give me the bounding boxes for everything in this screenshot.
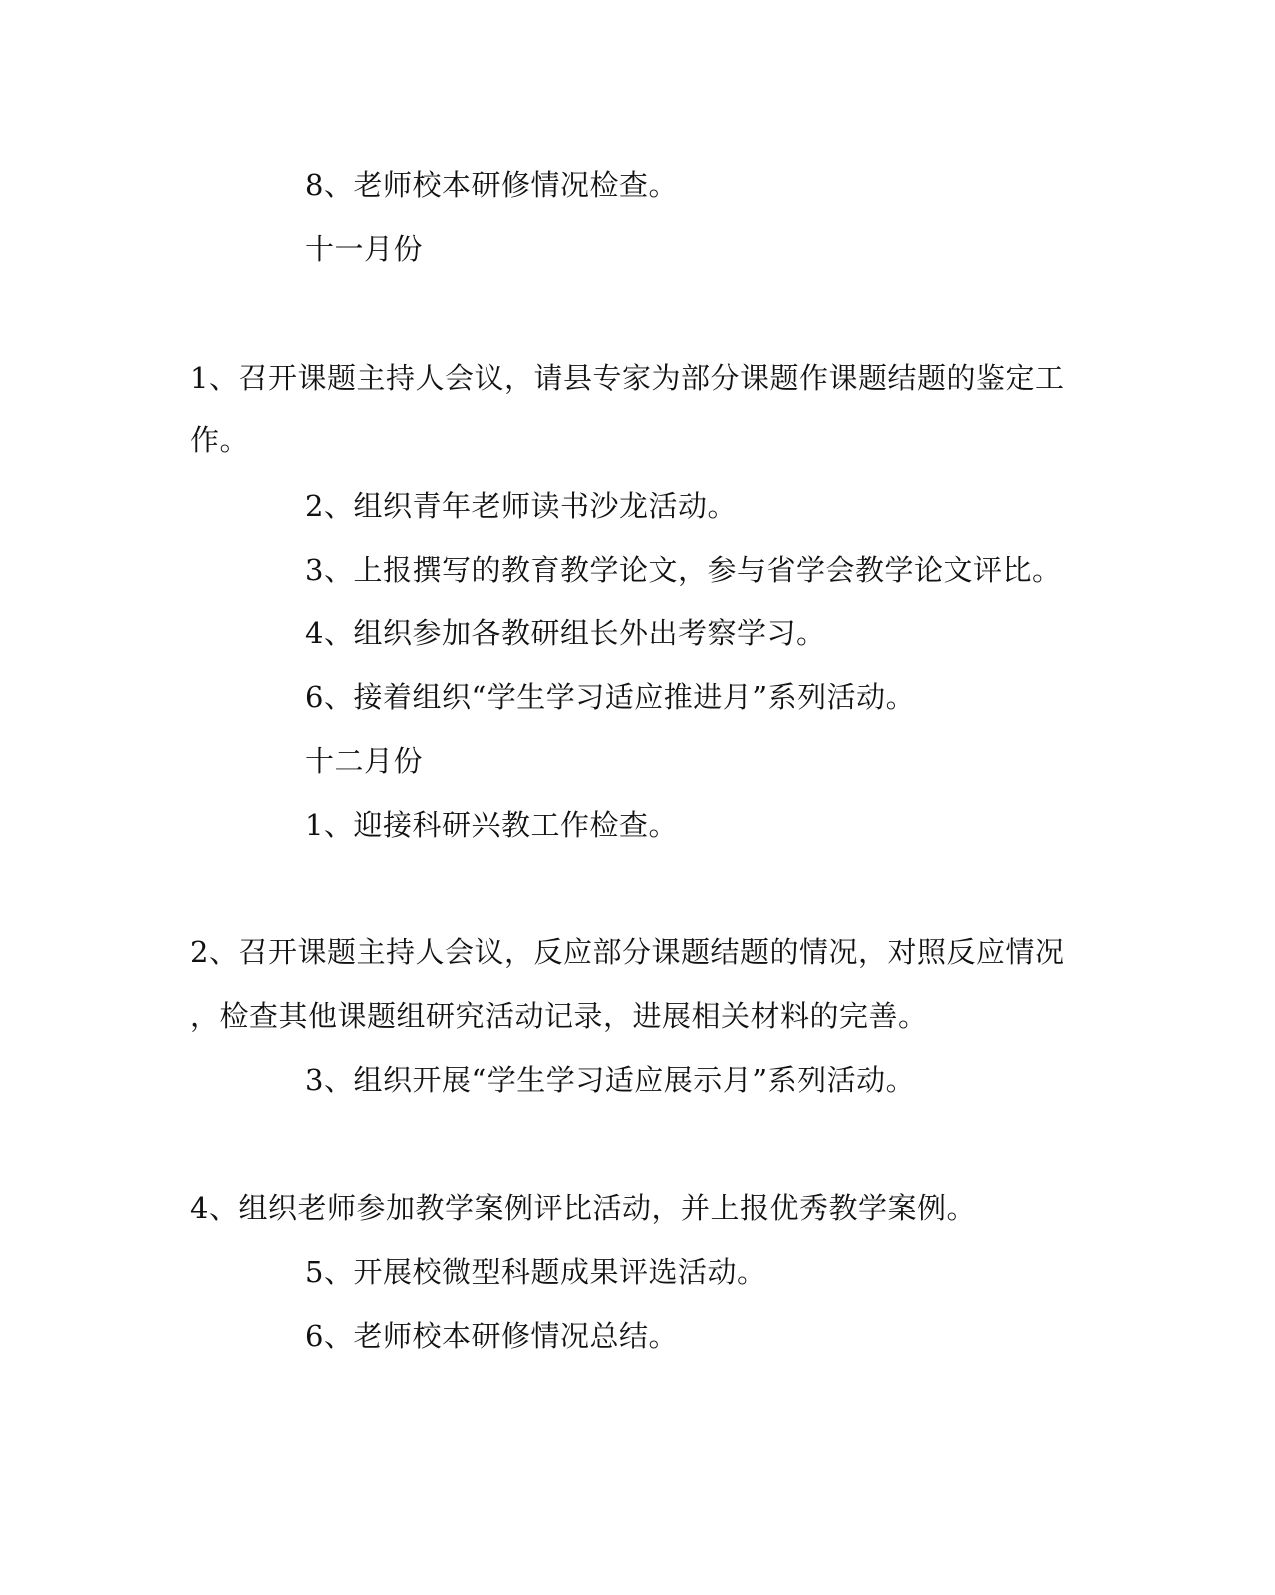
list-item: 2、组织青年老师读书沙龙活动。 bbox=[305, 489, 737, 523]
list-item: 4、组织老师参加教学案例评比活动，并上报优秀教学案例。 bbox=[190, 1191, 976, 1225]
list-item: 5、开展校微型科题成果评选活动。 bbox=[305, 1255, 767, 1289]
list-item: 2、召开课题主持人会议，反应部分课题结题的情况，对照反应情况 bbox=[190, 935, 1065, 969]
list-item-continuation: 作。 bbox=[190, 423, 250, 457]
list-item: 6、老师校本研修情况总结。 bbox=[305, 1319, 678, 1353]
list-item: 1、迎接科研兴教工作检查。 bbox=[305, 808, 678, 842]
list-item: 1、召开课题主持人会议，请县专家为部分课题作课题结题的鉴定工 bbox=[190, 361, 1065, 395]
list-item: 4、组织参加各教研组长外出考察学习。 bbox=[305, 616, 826, 650]
list-item: 3、组织开展“学生学习适应展示月”系列活动。 bbox=[305, 1063, 916, 1097]
list-item: 6、接着组织“学生学习适应推进月”系列活动。 bbox=[305, 680, 916, 714]
list-item: 8、老师校本研修情况检查。 bbox=[305, 168, 678, 202]
list-item: 3、上报撰写的教育教学论文，参与省学会教学论文评比。 bbox=[305, 553, 1062, 587]
section-heading-november: 十一月份 bbox=[305, 232, 424, 266]
list-item-continuation: ，检查其他课题组研究活动记录，进展相关材料的完善。 bbox=[190, 999, 928, 1033]
section-heading-december: 十二月份 bbox=[305, 744, 424, 778]
